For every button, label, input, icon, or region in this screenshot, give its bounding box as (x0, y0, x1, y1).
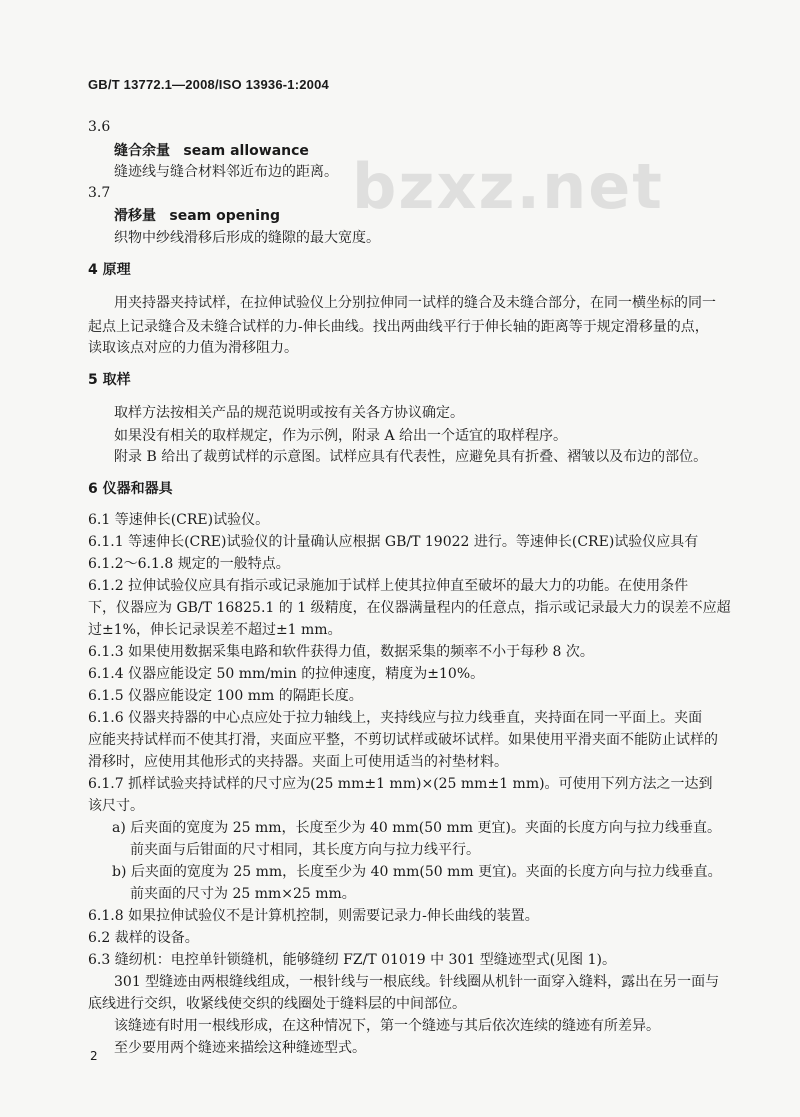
term-line (114, 141, 309, 161)
term-line (114, 206, 280, 226)
paragraph-line: 起点上记录缝合及未缝合试样的力-伸长曲线。找出两曲线平行于伸长轴的距离等于规定滑移量的点， (88, 319, 709, 335)
clause-continuation: 6.1.2～6.1.8 规定的一般特点。 (88, 556, 290, 572)
clause-continuation: 下，仪器应为 GB/T 16825.1 的 1 级精度，在仪器满量程内的任意点，指示或记录最大力的误差不应超 (88, 600, 731, 616)
list-item-continuation: 前夹面的尺寸为 25 mm×25 mm。 (130, 886, 356, 902)
list-item-b: b) 后夹面的宽度为 25 mm，长度至少为 40 mm(50 mm 更宜)。夹面的长度方向与拉力线垂直。 (112, 864, 722, 880)
paragraph-line: 读取该点对应的力值为滑移阻力。 (88, 340, 298, 356)
paragraph-line: 附录 B 给出了裁剪试样的示意图。试样应具有代表性，应避免具有折叠、褶皱以及布边的部位。 (114, 449, 708, 465)
term-zh: 缝合余量 (114, 143, 170, 159)
clause-6-1-4: 6.1.4 仪器应能设定 50 mm/min 的拉伸速度，精度为±10%。 (88, 666, 485, 682)
clause-6-1-2: 6.1.2 拉伸试验仪应具有指示或记录施加于试样上使其拉伸直至破坏的最大力的功能。在使用条件 (88, 578, 689, 594)
page-number: 2 (90, 1049, 98, 1063)
clause-6-1-6: 6.1.6 仪器夹持器的中心点应处于拉力轴线上，夹持线应与拉力线垂直，夹持面在同一平面上。夹面 (88, 710, 703, 726)
clause-6-1-8: 6.1.8 如果拉伸试验仪不是计算机控制，则需要记录力-伸长曲线的装置。 (88, 908, 539, 924)
list-item-continuation: 前夹面与后钳面的尺寸相同，其长度方向与拉力线平行。 (130, 842, 480, 858)
clause-6-1-3: 6.1.3 如果使用数据采集电路和软件获得力值，数据采集的频率不小于每秒 8 次。 (88, 644, 594, 660)
clause-6-3: 6.3 缝纫机：电控单针锁缝机，能够缝纫 FZ/T 01019 中 301 型缝迹型式(见图 1)。 (88, 952, 616, 968)
clause-continuation: 应能夹持试样而不使其打滑，夹面应平整，不剪切试样或破坏试样。如果使用平滑夹面不能防止试样的 (88, 732, 718, 748)
paragraph-line: 该缝迹有时用一根线形成，在这种情况下，第一个缝迹与其后依次连续的缝迹有所差异。 (114, 1018, 660, 1034)
paragraph-line: 取样方法按相关产品的规范说明或按有关各方协议确定。 (114, 405, 464, 421)
paragraph-line: 底线进行交织，收紧线使交织的线圈处于缝料层的中间部位。 (88, 996, 466, 1012)
paragraph-line: 至少要用两个缝迹来描绘这种缝迹型式。 (114, 1040, 366, 1056)
term-en: seam allowance (183, 143, 309, 159)
clause-6-1-5: 6.1.5 仪器应能设定 100 mm 的隔距长度。 (88, 688, 363, 704)
standard-header: GB/T 13772.1—2008/ISO 13936-1:2004 (88, 77, 329, 92)
watermark: bzxz.net (352, 150, 664, 223)
section-heading: 4 原理 (88, 262, 131, 278)
clause-continuation: 该尺寸。 (88, 798, 144, 814)
paragraph-line: 如果没有相关的取样规定，作为示例，附录 A 给出一个适宜的取样程序。 (114, 428, 568, 444)
clause-number: 3.6 (88, 119, 111, 135)
clause-6-2: 6.2 裁样的设备。 (88, 930, 199, 946)
section-heading: 6 仪器和器具 (88, 481, 173, 497)
clause-continuation: 过±1%，伸长记录误差不超过±1 mm。 (88, 622, 342, 638)
clause-number: 3.7 (88, 185, 111, 201)
paragraph-line: 301 型缝迹由两根缝线组成，一根针线与一根底线。针线圈从机针一面穿入缝料，露出在另一面与 (114, 974, 720, 990)
clause-6-1-7: 6.1.7 抓样试验夹持试样的尺寸应为(25 mm±1 mm)×(25 mm±1 mm)。可使用下列方法之一达到 (88, 776, 713, 792)
term-definition: 缝迹线与缝合材料邻近布边的距离。 (114, 164, 338, 180)
clause-6-1-1: 6.1.1 等速伸长(CRE)试验仪的计量确认应根据 GB/T 19022 进行。等速伸长(CRE)试验仪应具有 (88, 534, 699, 550)
list-item-a: a) 后夹面的宽度为 25 mm，长度至少为 40 mm(50 mm 更宜)。夹面的长度方向与拉力线垂直。 (112, 820, 721, 836)
section-heading: 5 取样 (88, 372, 131, 388)
term-definition: 织物中纱线滑移后形成的缝隙的最大宽度。 (114, 230, 380, 246)
clause-continuation: 滑移时，应使用其他形式的夹持器。夹面上可使用适当的衬垫材料。 (88, 754, 508, 770)
clause-6-1: 6.1 等速伸长(CRE)试验仪。 (88, 512, 270, 528)
term-zh: 滑移量 (114, 208, 156, 224)
paragraph-line: 用夹持器夹持试样，在拉伸试验仪上分别拉伸同一试样的缝合及未缝合部分，在同一横坐标的同一 (114, 295, 716, 311)
term-en: seam opening (169, 208, 280, 224)
